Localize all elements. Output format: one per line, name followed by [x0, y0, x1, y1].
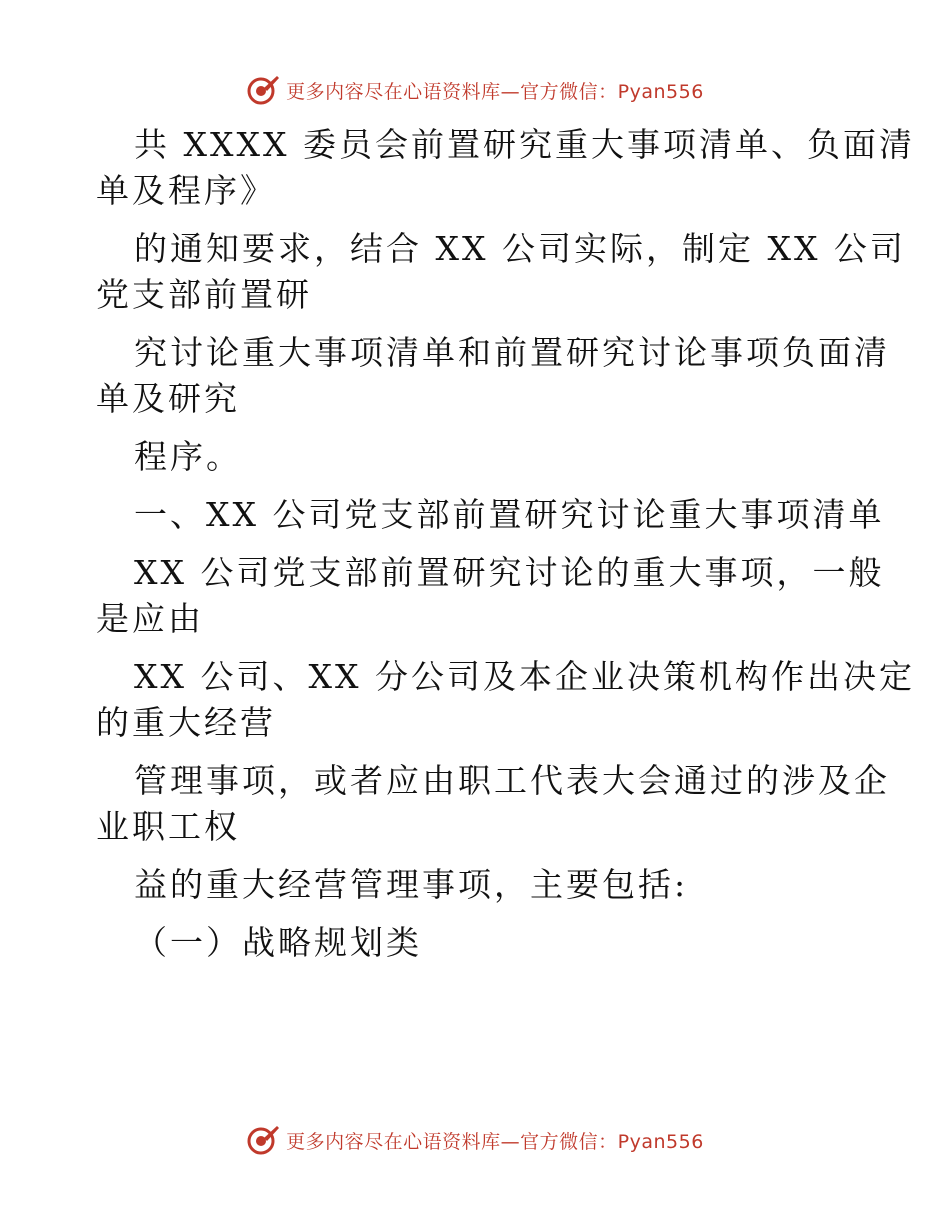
text-line: 究讨论重大事项清单和前置研究讨论事项负面清: [134, 333, 890, 372]
footer-watermark: [0, 1120, 950, 1160]
pen-logo-icon: [246, 73, 280, 107]
text-line: 单及程序》: [96, 171, 276, 210]
document-body: [96, 122, 915, 966]
subsection-heading: （一）战略规划类: [134, 923, 422, 962]
text-line: 是应由: [96, 599, 204, 638]
text-line: 业职工权: [96, 807, 240, 846]
text-line: 益的重大经营管理事项，主要包括:: [134, 865, 689, 904]
pen-logo-icon: [246, 1123, 280, 1157]
text-line: 单及研究: [96, 379, 240, 418]
section-heading: 一、XX 公司党支部前置研究讨论重大事项清单: [134, 495, 885, 534]
watermark-text: 更多内容尽在心语资料库—官方微信：Pyan556: [286, 1130, 704, 1153]
text-line: 共 XXXX 委员会前置研究重大事项清单、负面清: [134, 125, 915, 164]
text-line: 管理事项，或者应由职工代表大会通过的涉及企: [134, 761, 890, 800]
watermark-text: 更多内容尽在心语资料库—官方微信：Pyan556: [286, 80, 704, 103]
text-line: 党支部前置研: [96, 275, 312, 314]
text-line: XX 公司党支部前置研究讨论的重大事项，一般: [134, 553, 885, 592]
text-line: 程序。: [134, 437, 242, 476]
text-line: 的通知要求，结合 XX 公司实际，制定 XX 公司: [134, 229, 906, 268]
text-line: 的重大经营: [96, 703, 276, 742]
header-watermark: [0, 70, 950, 110]
text-line: XX 公司、XX 分公司及本企业决策机构作出决定: [134, 657, 915, 696]
